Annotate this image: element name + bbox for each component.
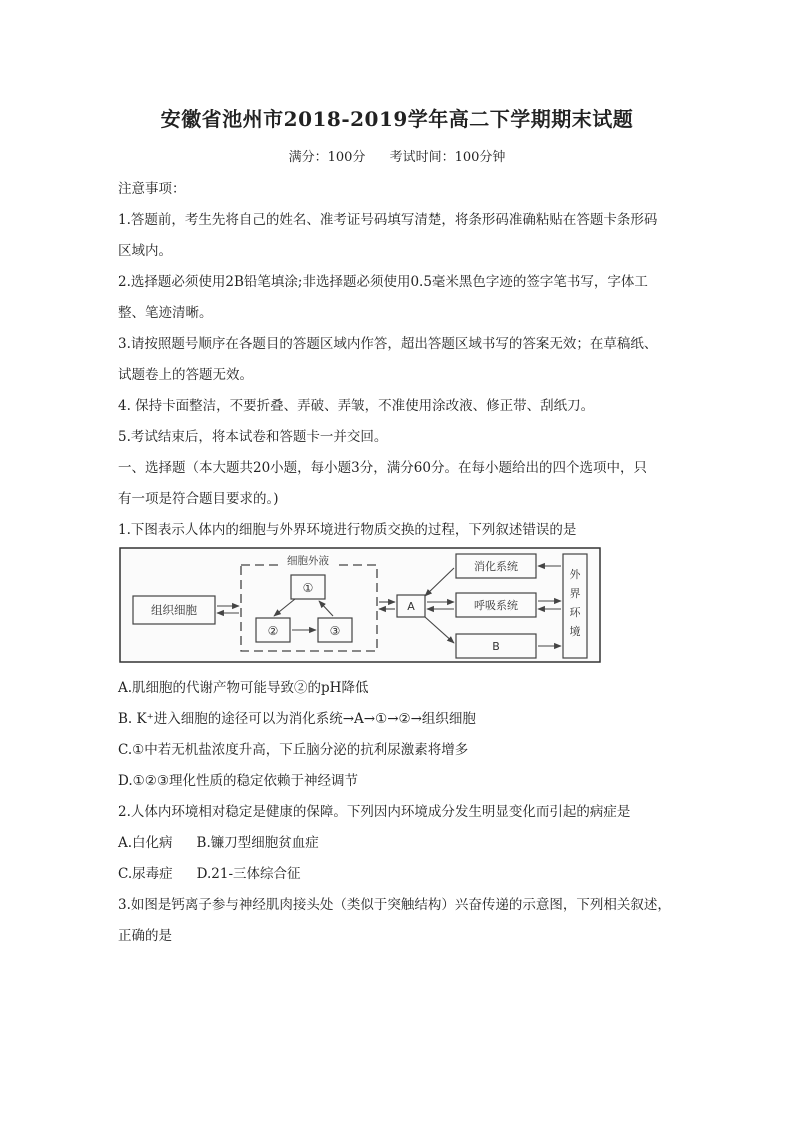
section-heading: 一、选择题（本大题共20小题，每小题3分，满分60分。在每小题给出的四个选项中，只 (118, 460, 647, 476)
question-3-stem-cont: 正确的是 (118, 928, 172, 944)
question-2-option-d: D.21-三体综合征 (196, 866, 301, 882)
question-2-options-row2 (118, 862, 683, 882)
respiratory-system-label: 呼吸系统 (474, 599, 518, 612)
notes-heading: 注意事项： (118, 181, 186, 197)
note-line: 区域内。 (118, 243, 172, 259)
question-2-option-c: C.尿毒症 (118, 866, 173, 882)
question-2-option-a: A.白化病 (118, 835, 173, 851)
question-1-diagram (119, 547, 601, 663)
note-line: 1.答题前，考生先将自己的姓名、准考证号码填写清楚，将条形码准确粘贴在答题卡条形码 (118, 212, 658, 228)
question-1-option-b: B. K⁺进入细胞的途径可以为消化系统→A→①→②→组织细胞 (118, 711, 476, 727)
full-score: 满分：100分 (288, 150, 366, 165)
page-title: 安徽省池州市2018-2019学年高二下学期期末试题 (160, 107, 634, 131)
extracellular-label: 细胞外液 (287, 555, 329, 567)
question-2-options-row1 (118, 831, 683, 851)
exam-info (0, 146, 794, 165)
note-line: 整、笔迹清晰。 (118, 305, 213, 321)
question-1-option-c: C.①中若无机盐浓度升高，下丘脑分泌的抗利尿激素将增多 (118, 742, 469, 758)
external-char: 界 (569, 587, 581, 600)
note-line: 2.选择题必须使用2B铅笔填涂;非选择题必须使用0.5毫米黑色字迹的签字笔书写，字体工 (118, 274, 648, 290)
question-2-option-b: B.镰刀型细胞贫血症 (196, 835, 319, 851)
note-line: 4. 保持卡面整洁，不要折叠、弄破、弄皱，不准使用涂改液、修正带、刮纸刀。 (118, 398, 595, 414)
question-2-stem: 2.人体内环境相对稳定是健康的保障。下列因内环境成分发生明显变化而引起的病症是 (118, 804, 631, 820)
node-a-label: A (407, 600, 415, 613)
external-char: 境 (569, 625, 581, 638)
digestive-system-label: 消化系统 (474, 560, 518, 573)
note-line: 5.考试结束后，将本试卷和答题卡一并交回。 (118, 429, 388, 445)
exam-time: 考试时间：100分钟 (389, 150, 506, 165)
note-line: 3.请按照题号顺序在各题目的答题区域内作答，超出答题区域书写的答案无效；在草稿纸、 (118, 336, 658, 352)
node-2-label: ② (267, 624, 279, 638)
node-3-label: ③ (329, 624, 341, 638)
question-3-stem: 3.如图是钙离子参与神经肌肉接头处（类似于突触结构）兴奋传递的示意图，下列相关叙述， (118, 897, 671, 913)
external-char: 外 (569, 568, 581, 581)
section-heading-cont: 有一项是符合题目要求的。) (118, 491, 279, 507)
external-char: 环 (569, 606, 581, 619)
question-1-option-d: D.①②③理化性质的稳定依赖于神经调节 (118, 773, 358, 789)
node-1-label: ① (302, 581, 314, 595)
node-b-label: B (492, 640, 500, 653)
question-1-option-a: A.肌细胞的代谢产物可能导致②的pH降低 (118, 680, 369, 696)
tissue-cell-label: 组织细胞 (151, 603, 197, 617)
question-1-stem: 1.下图表示人体内的细胞与外界环境进行物质交换的过程，下列叙述错误的是 (118, 522, 577, 538)
note-line: 试题卷上的答题无效。 (118, 367, 253, 383)
